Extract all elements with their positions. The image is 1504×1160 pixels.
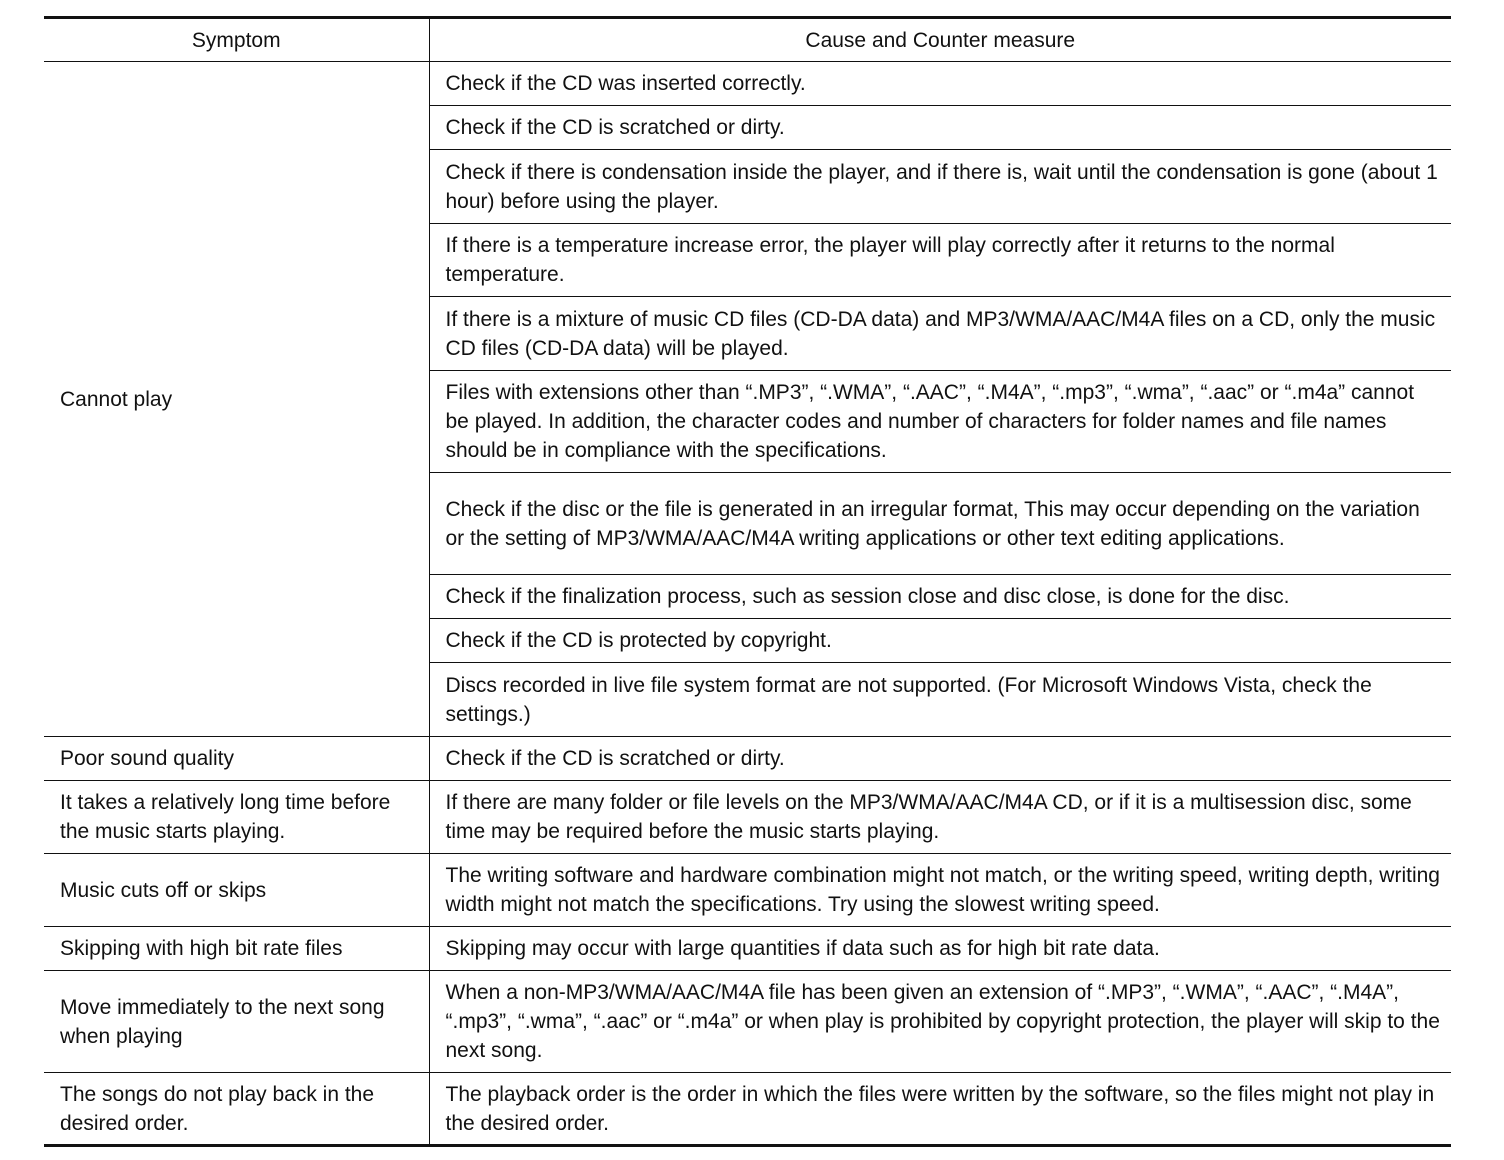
symptom-cell: It takes a relatively long time before the music starts playing. bbox=[44, 781, 429, 854]
cause-cell: When a non-MP3/WMA/AAC/M4A file has been given an extension of “.MP3”, “.WMA”, “.AAC”, “.M4A”, “.mp3”, “.wma”, “.aac” or “.m4a” or when play is prohibited by copyright protection, the player will skip to the next song. bbox=[429, 971, 1451, 1073]
symptom-cell: Poor sound quality bbox=[44, 737, 429, 781]
cause-cell: If there is a mixture of music CD files (CD-DA data) and MP3/WMA/AAC/M4A files on a CD, only the music CD files (CD-DA data) will be played. bbox=[429, 297, 1451, 371]
cause-cell: If there are many folder or file levels on the MP3/WMA/AAC/M4A CD, or if it is a multisession disc, some time may be required before the music starts playing. bbox=[429, 781, 1451, 854]
symptom-cell: Cannot play bbox=[44, 62, 429, 737]
table-row bbox=[44, 737, 1451, 781]
table-body bbox=[44, 62, 1451, 1146]
cause-cell: Discs recorded in live file system format are not supported. (For Microsoft Windows Vista, check the settings.) bbox=[429, 663, 1451, 737]
table-row bbox=[44, 971, 1451, 1073]
cause-header: Cause and Counter measure bbox=[429, 18, 1451, 62]
cause-cell: Check if the disc or the file is generated in an irregular format, This may occur depending on the variation or the setting of MP3/WMA/AAC/M4A writing applications or other text editing applications. bbox=[429, 473, 1451, 575]
cause-cell: The playback order is the order in which the files were written by the software, so the files might not play in the desired order. bbox=[429, 1073, 1451, 1146]
table-row bbox=[44, 927, 1451, 971]
cause-cell: If there is a temperature increase error, the player will play correctly after it returns to the normal temperature. bbox=[429, 224, 1451, 297]
table-row bbox=[44, 1073, 1451, 1146]
cause-cell: Files with extensions other than “.MP3”, “.WMA”, “.AAC”, “.M4A”, “.mp3”, “.wma”, “.aac” or “.m4a” cannot be played. In addition, the character codes and number of characters for folder names and file names should be in compliance with the specifications. bbox=[429, 371, 1451, 473]
cause-cell: Check if the CD was inserted correctly. bbox=[429, 62, 1451, 106]
symptom-cell: Music cuts off or skips bbox=[44, 854, 429, 927]
cause-cell: Check if there is condensation inside the player, and if there is, wait until the condensation is gone (about 1 hour) before using the player. bbox=[429, 150, 1451, 224]
cause-cell: Skipping may occur with large quantities if data such as for high bit rate data. bbox=[429, 927, 1451, 971]
table-row bbox=[44, 854, 1451, 927]
cause-cell: Check if the finalization process, such as session close and disc close, is done for the disc. bbox=[429, 575, 1451, 619]
symptom-cell: Move immediately to the next song when playing bbox=[44, 971, 429, 1073]
table-row bbox=[44, 62, 1451, 106]
cause-cell: Check if the CD is scratched or dirty. bbox=[429, 106, 1451, 150]
table-row bbox=[44, 781, 1451, 854]
symptom-cell: Skipping with high bit rate files bbox=[44, 927, 429, 971]
symptom-cell: The songs do not play back in the desired order. bbox=[44, 1073, 429, 1146]
cause-cell: The writing software and hardware combination might not match, or the writing speed, writing depth, writing width might not match the specifications. Try using the slowest writing speed. bbox=[429, 854, 1451, 927]
cause-cell: Check if the CD is protected by copyright. bbox=[429, 619, 1451, 663]
symptom-header: Symptom bbox=[44, 18, 429, 62]
table-header-row bbox=[44, 18, 1451, 62]
troubleshooting-table bbox=[44, 16, 1451, 1147]
cause-cell: Check if the CD is scratched or dirty. bbox=[429, 737, 1451, 781]
